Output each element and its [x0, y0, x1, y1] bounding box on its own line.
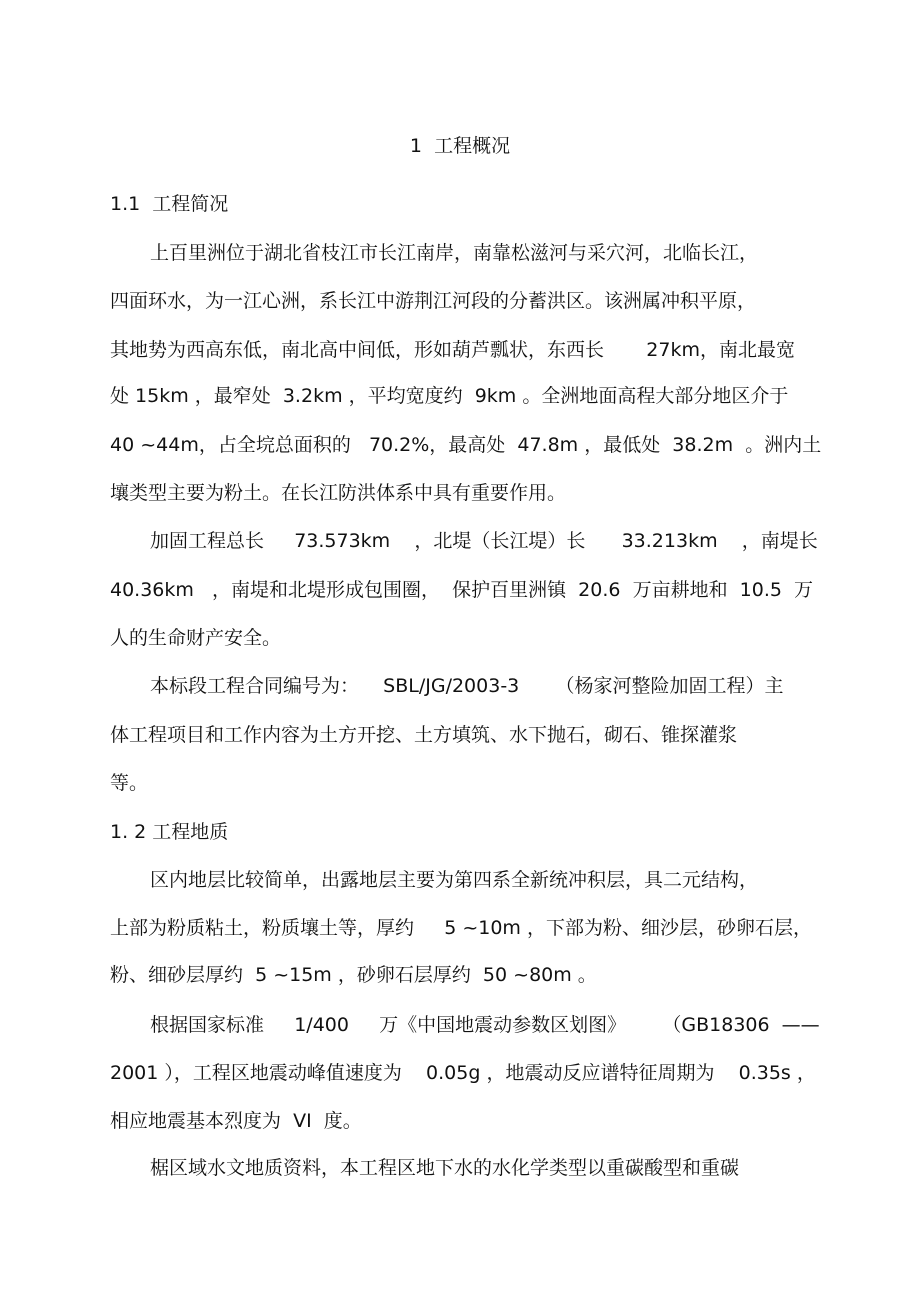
text-line: 相应地震基本烈度为 VI 度。 [110, 1110, 362, 1132]
section-heading-1-2: 1. 2 工程地质 [110, 821, 229, 843]
text-line: 40 ~44m，占全垸总面积的 70.2%，最高处 47.8m ，最低处 38.2m 。洲内土 [110, 434, 822, 456]
text-line: 上百里洲位于湖北省枝江市长江南岸，南靠松滋河与采穴河，北临长江， [150, 242, 759, 264]
text-line: 本标段工程合同编号为： SBL/JG/2003-3 （杨家河整险加固工程）主 [150, 675, 784, 697]
text-line: 加固工程总长 73.573km ，北堤（长江堤）长 33.213km ，南堤长 [150, 530, 818, 552]
text-line: 粉、细砂层厚约 5 ~15m ，砂卵石层厚约 50 ~80m 。 [110, 964, 597, 986]
text-line: 2001 ），工程区地震动峰值速度为 0.05g ，地震动反应谱特征周期为 0.35s ， [110, 1062, 816, 1084]
text-line: 四面环水，为一江心洲，系长江中游荆江河段的分蓄洪区。该洲属冲积平原， [110, 290, 757, 312]
text-line: 区内地层比较简单，出露地层主要为第四系全新统冲积层，具二元结构， [150, 869, 759, 891]
text-line: 根据国家标准 1/400 万《中国地震动参数区划图》 （GB18306 —— [150, 1014, 820, 1036]
text-line: 等。 [110, 772, 149, 794]
text-line: 其地势为西高东低，南北高中间低，形如葫芦瓢状，东西长 27km，南北最宽 [110, 339, 795, 361]
text-line: 壤类型主要为粉土。在长江防洪体系中具有重要作用。 [110, 482, 567, 504]
text-line: 40.36km ，南堤和北堤形成包围圈， 保护百里洲镇 20.6 万亩耕地和 10.5 万 [110, 579, 814, 601]
section-heading-1-1: 1.1 工程简况 [110, 193, 229, 215]
text-line: 上部为粉质粘土，粉质壤土等，厚约 5 ~10m ，下部为粉、细沙层，砂卵石层， [110, 917, 812, 939]
text-line: 人的生命财产安全。 [110, 627, 282, 649]
document-title: 1 工程概况 [409, 135, 511, 157]
text-line: 处 15km ，最窄处 3.2km ，平均宽度约 9km 。全洲地面高程大部分地区介于 [110, 385, 789, 407]
text-line: 体工程项目和工作内容为土方开挖、土方填筑、水下抛石，砌石、锥探灌浆 [110, 724, 738, 746]
text-line: 椐区域水文地质资料，本工程区地下水的水化学类型以重碳酸型和重碳 [150, 1157, 740, 1179]
